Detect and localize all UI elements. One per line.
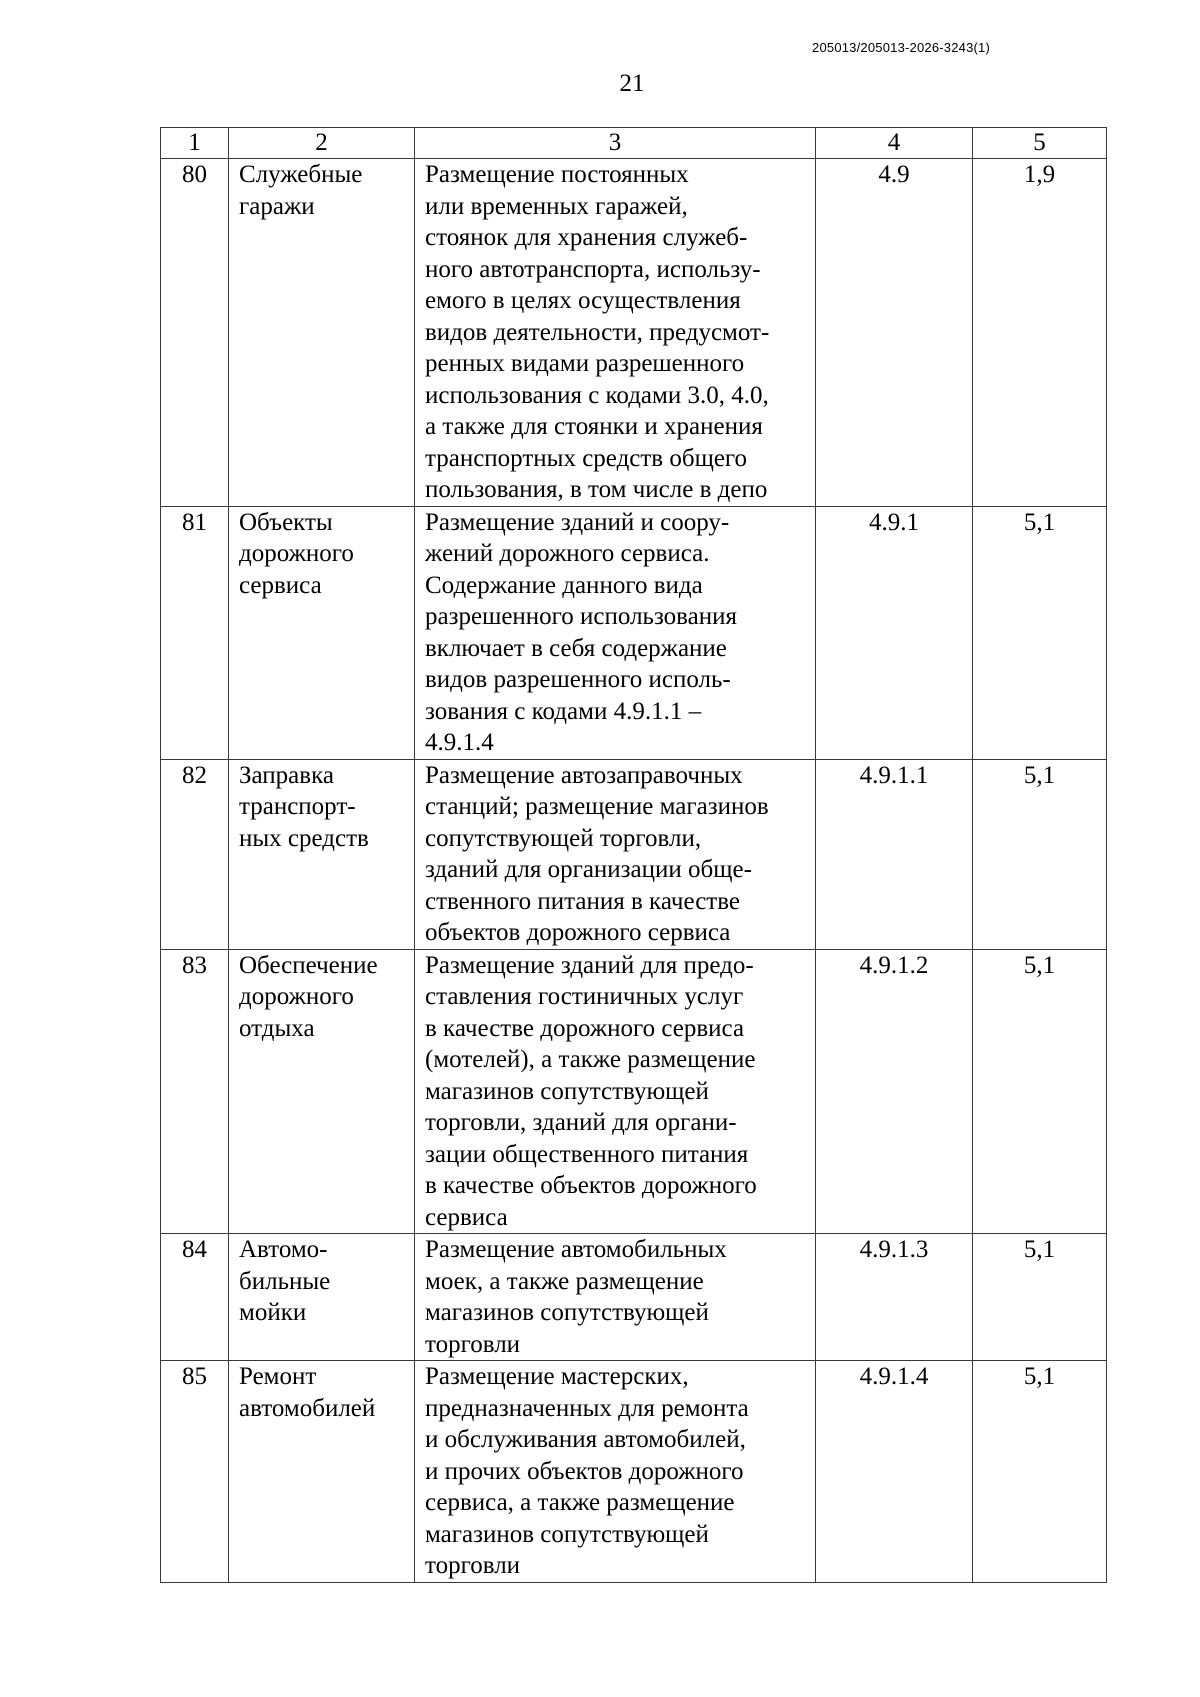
use-description-line: зданий для организации обще- bbox=[425, 856, 752, 883]
use-code-cell: 4.9.1.4 bbox=[816, 1361, 973, 1583]
use-name-cell bbox=[229, 159, 415, 507]
use-description-cell bbox=[415, 1361, 816, 1583]
header-cell-1: 1 bbox=[161, 128, 229, 159]
use-description-line: пользования, в том числе в депо bbox=[425, 476, 768, 503]
use-name-cell bbox=[229, 1361, 415, 1583]
use-description-line: ного автотранспорта, использу- bbox=[425, 255, 761, 283]
use-description-line: Размещение постоянных bbox=[425, 161, 689, 188]
use-description-line: магазинов сопутствующей bbox=[425, 1299, 709, 1326]
use-description-line: моек, а также размещение bbox=[425, 1267, 704, 1295]
value-cell: 5,1 bbox=[973, 506, 1107, 759]
row-number-cell: 80 bbox=[161, 159, 229, 507]
use-description-line: использования с кодами 3.0, 4.0, bbox=[425, 381, 769, 409]
use-description-line: ственного питания в качестве bbox=[425, 887, 740, 915]
use-code-cell: 4.9.1 bbox=[816, 506, 973, 759]
use-description-line: в качестве объектов дорожного bbox=[425, 1172, 757, 1199]
use-description-line: и обслуживания автомобилей, bbox=[425, 1426, 746, 1453]
use-description-line: видов деятельности, предусмот- bbox=[425, 318, 770, 346]
use-name-line: Автомо- bbox=[239, 1236, 328, 1263]
header-cell-3: 3 bbox=[415, 128, 816, 159]
header-cell-4: 4 bbox=[816, 128, 973, 159]
use-name-line: сервиса bbox=[239, 571, 322, 599]
use-description-cell bbox=[415, 159, 816, 507]
use-description-line: (мотелей), а также размещение bbox=[425, 1046, 756, 1073]
use-name-cell bbox=[229, 949, 415, 1234]
use-description-cell bbox=[415, 759, 816, 949]
use-description-line: или временных гаражей, bbox=[425, 192, 688, 220]
row-number-cell: 83 bbox=[161, 949, 229, 1234]
page-number: 21 bbox=[619, 70, 645, 97]
use-description-line: Содержание данного вида bbox=[425, 571, 703, 599]
use-name-line: ных средств bbox=[239, 824, 369, 852]
use-name-line: дорожного bbox=[239, 540, 354, 567]
use-description-line: жений дорожного сервиса. bbox=[425, 540, 710, 567]
row-number-cell: 81 bbox=[161, 506, 229, 759]
use-name-line: бильные bbox=[239, 1267, 331, 1295]
table-row bbox=[161, 949, 1107, 1234]
table-row bbox=[161, 759, 1107, 949]
row-number-cell: 85 bbox=[161, 1361, 229, 1583]
table-header-row bbox=[161, 128, 1107, 159]
use-name-line: Объекты bbox=[239, 508, 333, 536]
use-description-cell bbox=[415, 949, 816, 1234]
use-description-line: 4.9.1.4 bbox=[425, 729, 494, 756]
use-description-line: Размещение зданий для предо- bbox=[425, 951, 754, 979]
use-description-cell bbox=[415, 506, 816, 759]
use-description-line: объектов дорожного сервиса bbox=[425, 919, 731, 946]
use-name-line: отдыха bbox=[239, 1014, 315, 1042]
row-number-cell: 84 bbox=[161, 1234, 229, 1361]
value-cell: 5,1 bbox=[973, 1361, 1107, 1583]
use-name-line: транспорт- bbox=[239, 793, 356, 820]
use-name-line: мойки bbox=[239, 1299, 307, 1326]
use-description-line: включает в себя содержание bbox=[425, 634, 727, 662]
header-cell-2: 2 bbox=[229, 128, 415, 159]
land-use-table bbox=[160, 127, 1107, 1583]
use-name-line: Служебные bbox=[239, 161, 363, 188]
use-description-line: Размещение мастерских, bbox=[425, 1363, 689, 1390]
document-id: 205013/205013-2026-3243(1) bbox=[812, 40, 990, 55]
use-code-cell: 4.9.1.1 bbox=[816, 759, 973, 949]
use-description-line: а также для стоянки и хранения bbox=[425, 413, 763, 440]
use-description-line: станций; размещение магазинов bbox=[425, 793, 769, 820]
table-row bbox=[161, 1361, 1107, 1583]
use-name-line: гаражи bbox=[239, 192, 315, 220]
use-description-line: торговли, зданий для органи- bbox=[425, 1109, 737, 1136]
use-description-line: Размещение автозаправочных bbox=[425, 761, 743, 789]
use-description-line: ренных видами разрешенного bbox=[425, 350, 745, 377]
use-description-line: магазинов сопутствующей bbox=[425, 1077, 709, 1105]
table-row bbox=[161, 1234, 1107, 1361]
use-name-line: автомобилей bbox=[239, 1394, 376, 1422]
value-cell: 5,1 bbox=[973, 1234, 1107, 1361]
use-name-line: Обеспечение bbox=[239, 951, 378, 979]
use-description-line: предназначенных для ремонта bbox=[425, 1394, 749, 1422]
use-description-line: торговли bbox=[425, 1330, 521, 1358]
value-cell: 5,1 bbox=[973, 949, 1107, 1234]
table-row bbox=[161, 506, 1107, 759]
use-description-line: Размещение автомобильных bbox=[425, 1236, 727, 1263]
use-description-line: разрешенного использования bbox=[425, 603, 738, 630]
use-description-line: и прочих объектов дорожного bbox=[425, 1457, 744, 1485]
use-description-line: сервиса, а также размещение bbox=[425, 1489, 735, 1516]
use-description-line: стоянок для хранения служеб- bbox=[425, 224, 748, 251]
use-description-line: в качестве дорожного сервиса bbox=[425, 1014, 745, 1042]
use-name-cell bbox=[229, 759, 415, 949]
use-description-line: сопутствующей торговли, bbox=[425, 824, 702, 852]
use-description-cell bbox=[415, 1234, 816, 1361]
use-description-line: зации общественного питания bbox=[425, 1140, 749, 1168]
header-cell-5: 5 bbox=[973, 128, 1107, 159]
row-number-cell: 82 bbox=[161, 759, 229, 949]
use-name-cell bbox=[229, 506, 415, 759]
value-cell: 5,1 bbox=[973, 759, 1107, 949]
use-description-line: видов разрешенного исполь- bbox=[425, 666, 731, 693]
use-name-line: дорожного bbox=[239, 983, 354, 1010]
use-description-line: зования с кодами 4.9.1.1 – bbox=[425, 697, 702, 725]
use-name-line: Заправка bbox=[239, 761, 334, 789]
use-code-cell: 4.9 bbox=[816, 159, 973, 507]
use-description-line: магазинов сопутствующей bbox=[425, 1520, 709, 1548]
use-code-cell: 4.9.1.2 bbox=[816, 949, 973, 1234]
use-description-line: емого в целях осуществления bbox=[425, 287, 741, 314]
use-description-line: ставления гостиничных услуг bbox=[425, 983, 744, 1010]
use-description-line: Размещение зданий и соору- bbox=[425, 508, 730, 536]
use-name-cell bbox=[229, 1234, 415, 1361]
use-description-line: торговли bbox=[425, 1552, 521, 1579]
use-description-line: транспортных средств общего bbox=[425, 444, 748, 472]
use-name-line: Ремонт bbox=[239, 1363, 317, 1390]
value-cell: 1,9 bbox=[973, 159, 1107, 507]
use-code-cell: 4.9.1.3 bbox=[816, 1234, 973, 1361]
use-description-line: сервиса bbox=[425, 1203, 508, 1231]
table-row bbox=[161, 159, 1107, 507]
